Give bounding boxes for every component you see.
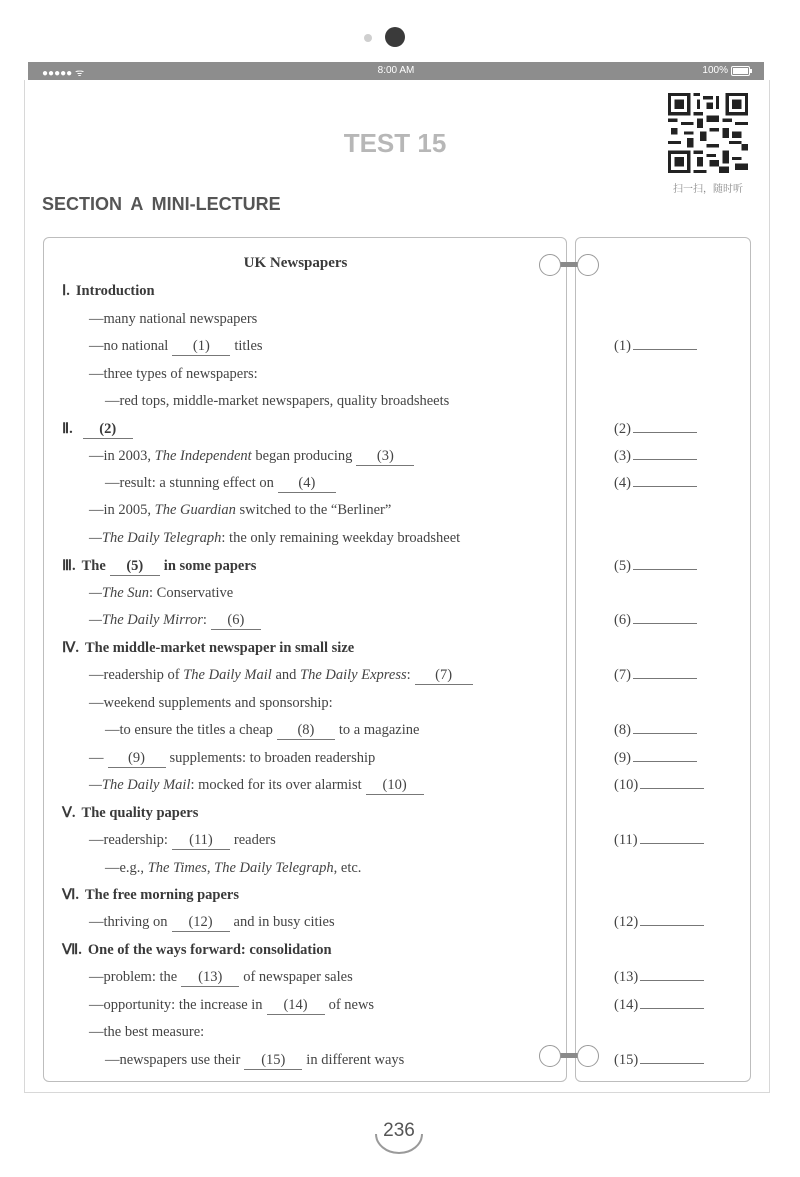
outline-row: —The Daily Mirror: (6) — [89, 611, 265, 630]
outline-row: —readership of The Daily Mail and The Daily Express: (7) — [89, 666, 477, 685]
camera-dot-small — [364, 34, 372, 42]
outline-row: —opportunity: the increase in (14) of news — [89, 997, 375, 1013]
outline-row: —The Daily Telegraph: the only remaining weekday broadsheet — [89, 530, 461, 546]
blank-14: (14) — [267, 996, 325, 1015]
blank-3: (3) — [356, 447, 414, 466]
outline-row: —readership: (11) readers — [89, 832, 276, 848]
outline-row: —newspapers use their (15) in different ways — [105, 1052, 405, 1068]
answer-line-2[interactable]: (2) — [614, 420, 697, 438]
outline-row: —thriving on (12) and in busy cities — [89, 914, 335, 930]
outline-row: —no national (1) titles — [89, 338, 263, 354]
blank-11: (11) — [172, 831, 230, 850]
outline-row: —The Daily Mail: mocked for its over alarmist (10) — [89, 776, 428, 795]
answer-line-3[interactable]: (3) — [614, 447, 697, 465]
blank-6: (6) — [211, 611, 261, 630]
answer-line-1[interactable]: (1) — [614, 337, 697, 355]
outline-row: —to ensure the titles a cheap (8) to a magazine — [105, 722, 420, 738]
outline-row: —red tops, middle-market newspapers, quality broadsheets — [105, 393, 450, 409]
blank-12: (12) — [172, 913, 230, 932]
outline-heading-row: Ⅱ. (2) — [62, 420, 137, 439]
test-title: TEST 15 — [343, 128, 447, 158]
answer-line-12[interactable]: (12) — [614, 913, 704, 931]
answer-line-4[interactable]: (4) — [614, 474, 697, 492]
binder-ring-icon — [577, 1045, 599, 1067]
status-bar — [28, 62, 764, 80]
outline-row: —weekend supplements and sponsorship: — [89, 695, 333, 711]
blank-1: (1) — [172, 337, 230, 356]
outline-row: —in 2005, The Guardian switched to the “Berliner” — [89, 502, 392, 518]
blank-5: (5) — [110, 557, 160, 576]
answer-line-15[interactable]: (15) — [614, 1051, 704, 1069]
qr-caption: 扫一扫，随时听 — [673, 184, 743, 195]
answer-line-11[interactable]: (11) — [614, 831, 704, 849]
outline-heading: UK Newspapers — [243, 255, 348, 271]
outline-heading-row: Ⅶ. One of the ways forward: consolidation — [62, 942, 332, 958]
outline-row: —result: a stunning effect on (4) — [105, 474, 340, 493]
blank-8: (8) — [277, 721, 335, 740]
outline-row: — (9) supplements: to broaden readership — [89, 750, 376, 766]
answer-box — [575, 237, 751, 1082]
outline-row: —three types of newspapers: — [89, 366, 258, 382]
answer-line-14[interactable]: (14) — [614, 996, 704, 1014]
outline-row: —e.g., The Times, The Daily Telegraph, etc. — [105, 860, 362, 876]
answer-line-9[interactable]: (9) — [614, 749, 697, 767]
answer-line-5[interactable]: (5) — [614, 557, 697, 575]
section-title: SECTION A MINI-LECTURE — [42, 194, 281, 214]
page-number: 236 — [383, 1120, 415, 1141]
signal-wifi-indicator: ●●●●● ᯤ — [42, 68, 85, 79]
outline-row: —The Sun: Conservative — [89, 585, 234, 601]
answer-line-8[interactable]: (8) — [614, 721, 697, 739]
outline-heading-row: Ⅳ. The middle-market newspaper in small size — [62, 640, 355, 656]
blank-4: (4) — [278, 474, 336, 493]
blank-2: (2) — [83, 420, 133, 439]
blank-9: (9) — [108, 749, 166, 768]
status-time: 8:00 AM — [377, 65, 415, 76]
blank-7: (7) — [415, 666, 473, 685]
outline-row: —problem: the (13) of newspaper sales — [89, 969, 353, 985]
camera-dot — [385, 27, 405, 47]
blank-15: (15) — [244, 1051, 302, 1070]
outline-heading-row: Ⅵ. The free morning papers — [62, 887, 239, 903]
answer-line-6[interactable]: (6) — [614, 611, 697, 629]
outline-row: —the best measure: — [89, 1024, 205, 1040]
blank-13: (13) — [181, 968, 239, 987]
binder-ring-icon — [577, 254, 599, 276]
blank-10: (10) — [366, 776, 424, 795]
outline-heading-row: Ⅰ. Introduction — [62, 283, 155, 299]
outline-row: —in 2003, The Independent began producing (3) — [89, 447, 418, 466]
outline-row: —many national newspapers — [89, 311, 258, 327]
outline-heading-row: Ⅴ. The quality papers — [62, 805, 199, 821]
binder-ring-icon — [539, 1045, 561, 1067]
battery-icon — [731, 66, 750, 76]
qr-code-icon[interactable] — [668, 93, 748, 173]
battery-percent: 100% — [702, 65, 728, 76]
answer-line-7[interactable]: (7) — [614, 666, 697, 684]
outline-heading-row: Ⅲ. The (5) in some papers — [62, 558, 257, 574]
answer-line-10[interactable]: (10) — [614, 776, 704, 794]
answer-line-13[interactable]: (13) — [614, 968, 704, 986]
